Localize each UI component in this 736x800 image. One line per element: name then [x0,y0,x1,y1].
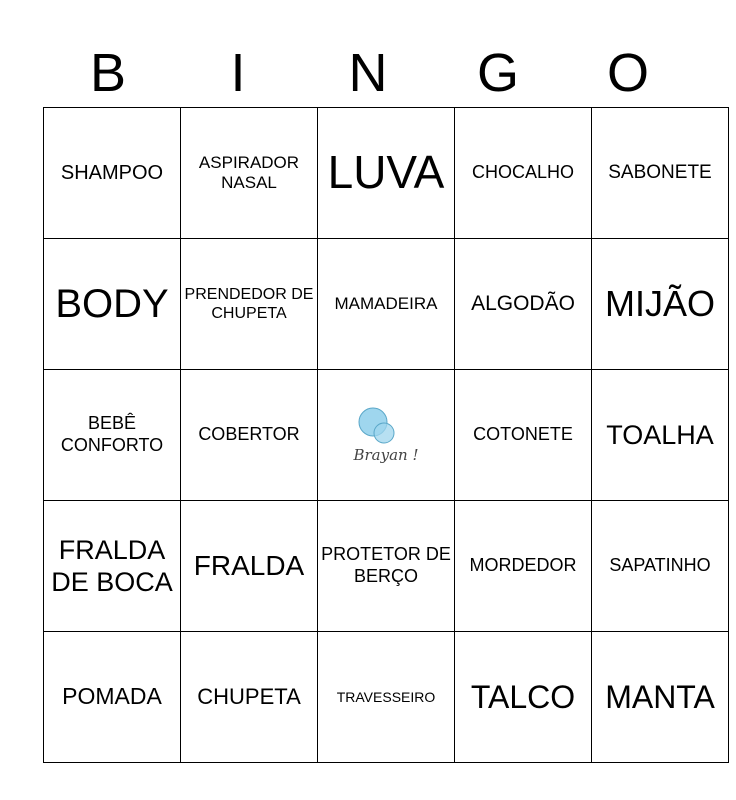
bubble-small-icon [374,423,394,443]
bingo-cell[interactable]: FRALDA DE BOCA [44,501,181,632]
bingo-cell[interactable]: PROTETOR DE BERÇO [318,501,455,632]
board-row [44,370,729,501]
bingo-cell[interactable]: SAPATINHO [592,501,729,632]
bingo-cell[interactable]: FRALDA [181,501,318,632]
bingo-cell[interactable]: MAMADEIRA [318,239,455,370]
bingo-cell[interactable]: TRAVESSEIRO [318,632,455,763]
bingo-cell[interactable]: ASPIRADOR NASAL [181,108,318,239]
header-letter-i: I [230,43,246,103]
header-letter-o: O [606,43,649,103]
bingo-cell[interactable]: MORDEDOR [455,501,592,632]
bingo-cell[interactable]: MIJÃO [592,239,729,370]
header-letter-b: B [89,43,127,103]
board-row [44,501,729,632]
bingo-cell[interactable]: MANTA [592,632,729,763]
bingo-cell[interactable]: COTONETE [455,370,592,501]
bingo-cell[interactable]: PRENDEDOR DE CHUPETA [181,239,318,370]
header-letter-g: G [476,43,519,103]
bingo-cell[interactable]: CHOCALHO [455,108,592,239]
bingo-board [43,107,729,763]
header-letter-n: N [348,43,388,103]
free-space-cell[interactable] [318,370,455,501]
bingo-cell[interactable]: CHUPETA [181,632,318,763]
bingo-cell[interactable]: ALGODÃO [455,239,592,370]
bingo-cell[interactable]: TALCO [455,632,592,763]
board-row [44,108,729,239]
bingo-cell[interactable]: LUVA [318,108,455,239]
brayan-logo-icon [338,400,434,470]
bingo-cell[interactable]: TOALHA [592,370,729,501]
bingo-cell[interactable]: BEBÊ CONFORTO [44,370,181,501]
board-row [44,632,729,763]
bingo-cell[interactable]: BODY [44,239,181,370]
free-space-logo-text: Brayan ! [353,446,419,464]
bingo-cell[interactable]: POMADA [44,632,181,763]
bingo-header [43,40,693,106]
board-row [44,239,729,370]
bingo-cell[interactable]: SABONETE [592,108,729,239]
bingo-cell[interactable]: COBERTOR [181,370,318,501]
bingo-cell[interactable]: SHAMPOO [44,108,181,239]
